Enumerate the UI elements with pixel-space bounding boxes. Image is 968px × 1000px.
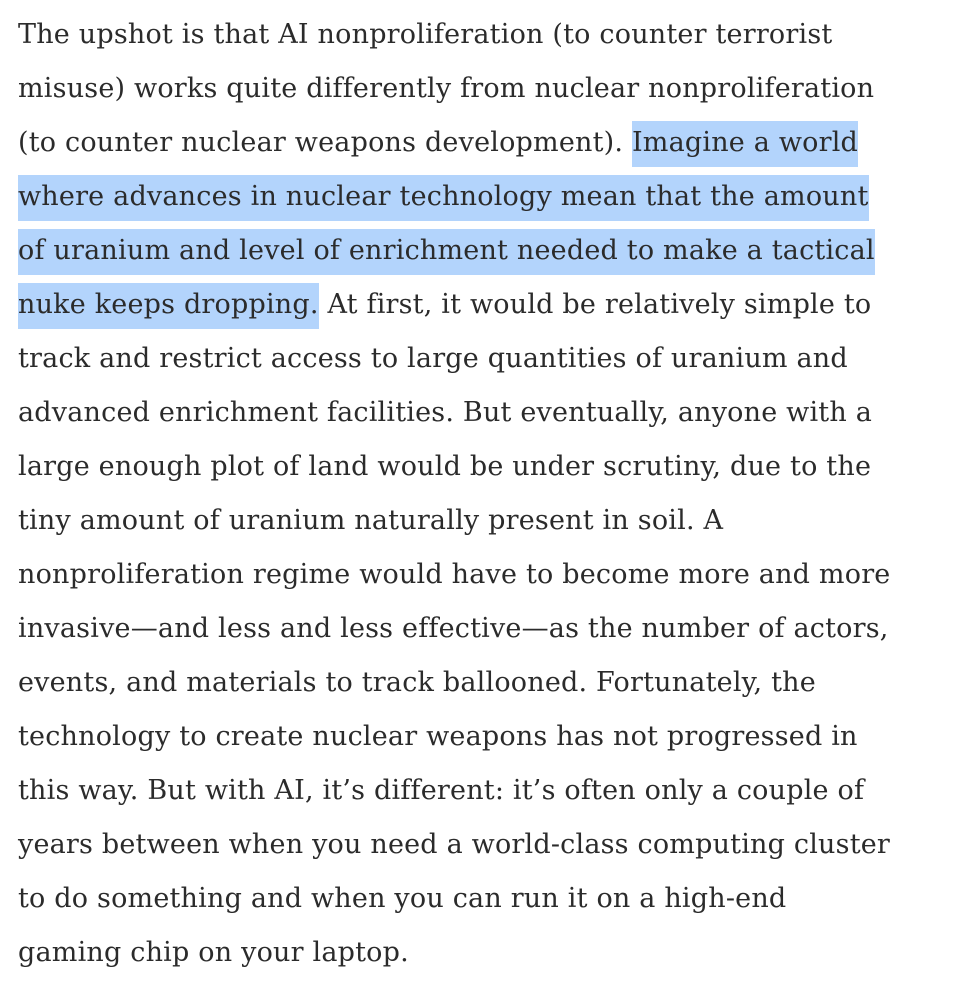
paragraph-line [18, 224, 875, 278]
text-run: misuse) works quite differently from nuclear nonproliferation [18, 73, 875, 104]
paragraph-line [18, 548, 890, 602]
text-run: (to counter nuclear weapons development). [18, 127, 632, 158]
selected-text[interactable]: Imagine a world [632, 121, 858, 167]
text-run: track and restrict access to large quantities of uranium and [18, 343, 848, 374]
paragraph-line [18, 710, 858, 764]
paragraph-line [18, 116, 858, 170]
paragraph-line [18, 602, 889, 656]
text-run: At first, it would be relatively simple to [318, 289, 872, 320]
paragraph-line [18, 332, 848, 386]
selected-text[interactable]: nuke keeps dropping. [18, 283, 319, 329]
text-run: events, and materials to track ballooned. Fortunately, the [18, 667, 816, 698]
paragraph-line [18, 818, 890, 872]
paragraph-line [18, 656, 816, 710]
paragraph-line [18, 278, 871, 332]
paragraph-line [18, 872, 786, 926]
paragraph-line [18, 170, 869, 224]
paragraph-line [18, 8, 832, 62]
text-run: years between when you need a world-class computing cluster [18, 829, 891, 860]
paragraph-line [18, 764, 864, 818]
text-run: large enough plot of land would be under scrutiny, due to the [18, 451, 872, 482]
text-run: The upshot is that AI nonproliferation (to counter terrorist [18, 19, 833, 50]
text-run: this way. But with AI, it’s different: it’s often only a couple of [18, 775, 865, 806]
text-run: technology to create nuclear weapons has not progressed in [18, 721, 858, 752]
text-run: nonproliferation regime would have to become more and more [18, 559, 891, 590]
paragraph-line [18, 62, 874, 116]
selected-text[interactable]: of uranium and level of enrichment needed to make a tactical [18, 229, 875, 275]
text-run: gaming chip on your laptop. [18, 937, 409, 968]
paragraph-line [18, 386, 872, 440]
text-run: to do something and when you can run it on a high-end [18, 883, 787, 914]
paragraph-line [18, 440, 871, 494]
text-run: invasive—and less and less effective—as the number of actors, [18, 613, 889, 644]
text-run: tiny amount of uranium naturally present in soil. A [18, 505, 724, 536]
paragraph-line [18, 494, 723, 548]
text-run: advanced enrichment facilities. But eventually, anyone with a [18, 397, 873, 428]
paragraph-line [18, 926, 409, 980]
selected-text[interactable]: where advances in nuclear technology mean that the amount [18, 175, 869, 221]
